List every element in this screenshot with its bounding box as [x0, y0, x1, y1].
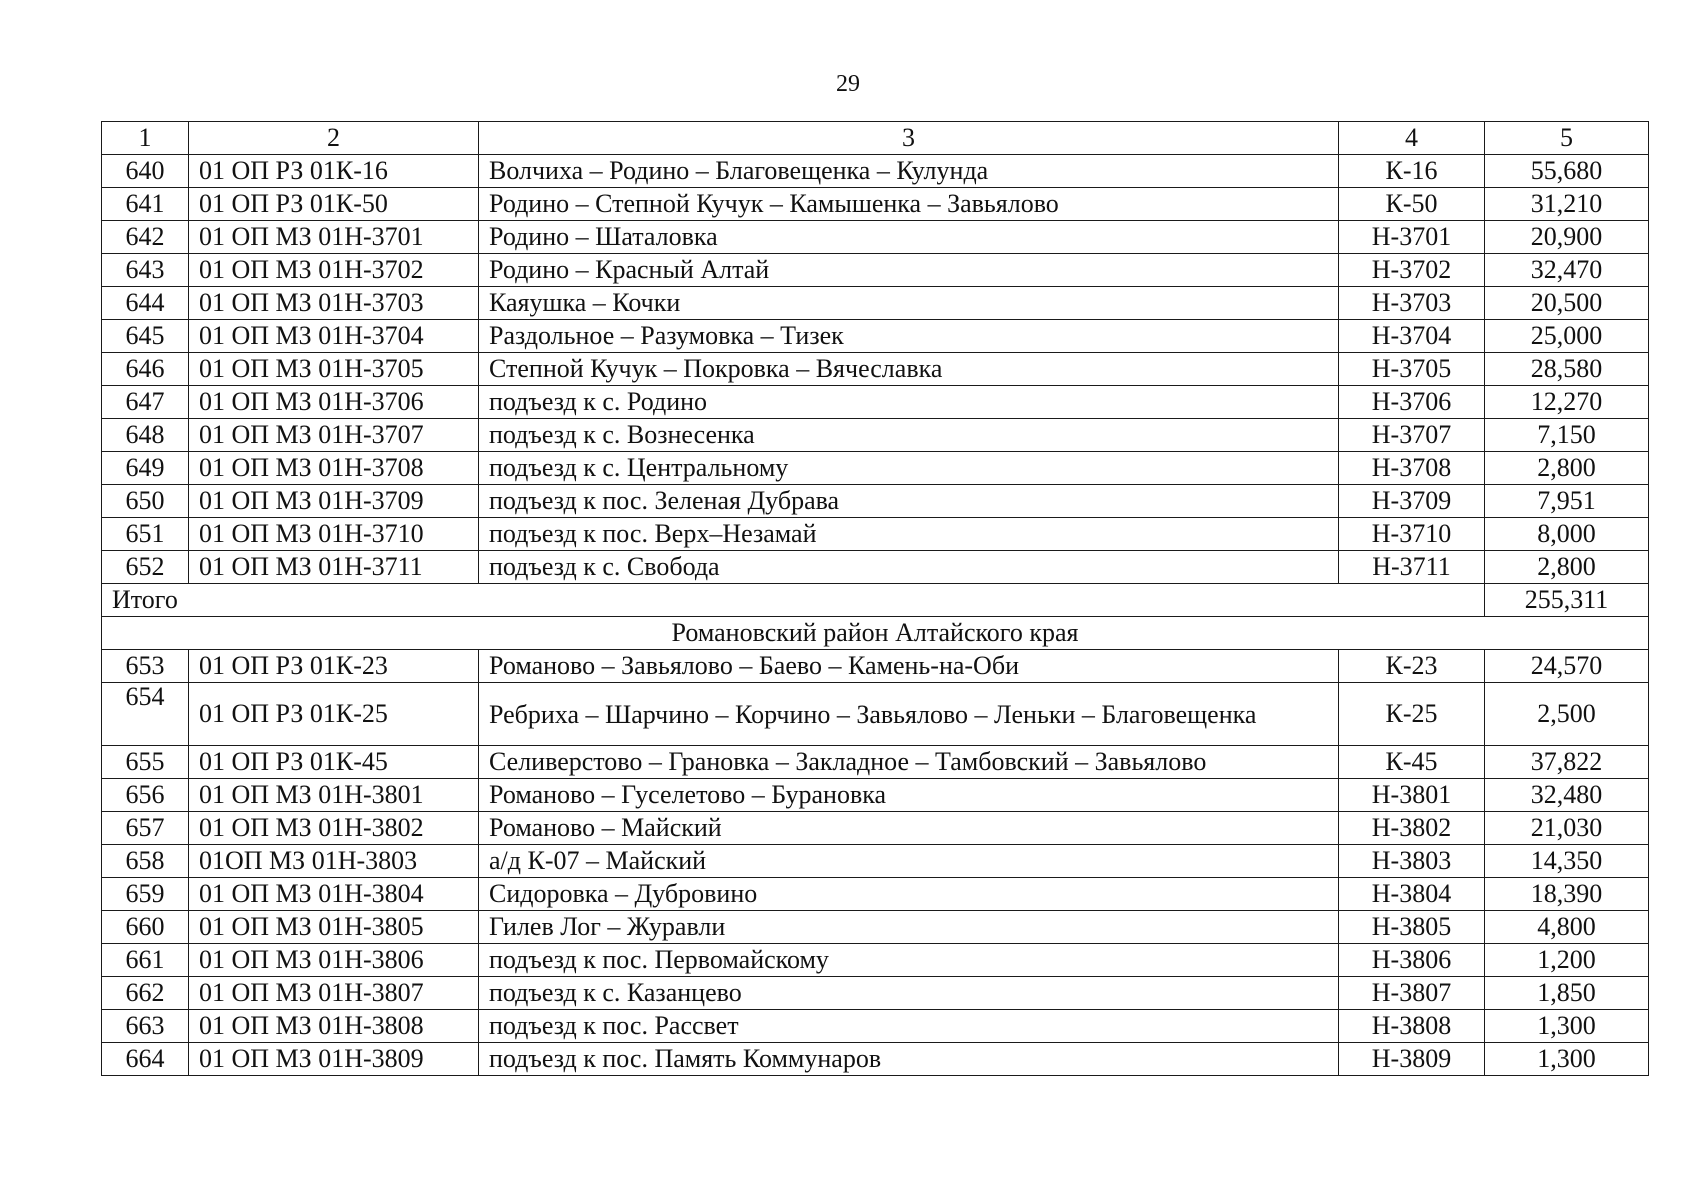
row-number: 649: [102, 452, 189, 485]
road-index: Н-3705: [1339, 353, 1485, 386]
table-row: [102, 779, 1649, 812]
road-code: 01 ОП МЗ 01Н-3802: [189, 812, 479, 845]
road-index: Н-3809: [1339, 1043, 1485, 1076]
row-number: 662: [102, 977, 189, 1010]
section-title: Романовский район Алтайского края: [102, 617, 1649, 650]
road-length: 1,850: [1485, 977, 1649, 1010]
road-code: 01ОП МЗ 01Н-3803: [189, 845, 479, 878]
road-name: подъезд к с. Казанцево: [479, 977, 1339, 1010]
road-code: 01 ОП МЗ 01Н-3709: [189, 485, 479, 518]
road-index: К-45: [1339, 746, 1485, 779]
road-name: Раздольное – Разумовка – Тизек: [479, 320, 1339, 353]
table-row: [102, 485, 1649, 518]
road-index: Н-3803: [1339, 845, 1485, 878]
road-index: Н-3805: [1339, 911, 1485, 944]
road-name: Родино – Шаталовка: [479, 221, 1339, 254]
road-name: подъезд к пос. Рассвет: [479, 1010, 1339, 1043]
road-length: 55,680: [1485, 155, 1649, 188]
road-index: Н-3702: [1339, 254, 1485, 287]
road-name: Родино – Красный Алтай: [479, 254, 1339, 287]
table-row: [102, 845, 1649, 878]
column-header: 3: [479, 122, 1339, 155]
row-number: 660: [102, 911, 189, 944]
road-index: Н-3804: [1339, 878, 1485, 911]
road-length: 1,300: [1485, 1043, 1649, 1076]
table-row: [102, 353, 1649, 386]
table-row: [102, 188, 1649, 221]
row-number: 651: [102, 518, 189, 551]
row-number: 653: [102, 650, 189, 683]
road-name: Степной Кучук – Покровка – Вячеславка: [479, 353, 1339, 386]
row-number: 640: [102, 155, 189, 188]
column-header: 1: [102, 122, 189, 155]
table-row: [102, 254, 1649, 287]
road-length: 8,000: [1485, 518, 1649, 551]
row-number: 656: [102, 779, 189, 812]
road-code: 01 ОП МЗ 01Н-3711: [189, 551, 479, 584]
road-name: подъезд к с. Вознесенка: [479, 419, 1339, 452]
road-code: 01 ОП МЗ 01Н-3705: [189, 353, 479, 386]
row-number: 664: [102, 1043, 189, 1076]
table-row: [102, 518, 1649, 551]
table-row: [102, 221, 1649, 254]
column-header: 4: [1339, 122, 1485, 155]
road-code: 01 ОП МЗ 01Н-3809: [189, 1043, 479, 1076]
road-name: Селиверстово – Грановка – Закладное – Тамбовский – Завьялово: [479, 746, 1339, 779]
row-number: 655: [102, 746, 189, 779]
road-code: 01 ОП МЗ 01Н-3701: [189, 221, 479, 254]
section-row: [102, 617, 1649, 650]
row-number: 646: [102, 353, 189, 386]
road-name: Ребриха – Шарчино – Корчино – Завьялово – Леньки – Благовещенка: [479, 683, 1339, 746]
table-row: [102, 287, 1649, 320]
table-row: [102, 650, 1649, 683]
row-number: 643: [102, 254, 189, 287]
row-number: 663: [102, 1010, 189, 1043]
road-code: 01 ОП РЗ 01К-45: [189, 746, 479, 779]
road-name: Романово – Завьялово – Баево – Камень-на-Оби: [479, 650, 1339, 683]
road-index: Н-3703: [1339, 287, 1485, 320]
road-code: 01 ОП МЗ 01Н-3801: [189, 779, 479, 812]
road-name: Романово – Гуселетово – Бурановка: [479, 779, 1339, 812]
road-code: 01 ОП МЗ 01Н-3707: [189, 419, 479, 452]
road-code: 01 ОП МЗ 01Н-3804: [189, 878, 479, 911]
row-number: 661: [102, 944, 189, 977]
road-code: 01 ОП РЗ 01К-23: [189, 650, 479, 683]
row-number: 650: [102, 485, 189, 518]
total-value: 255,311: [1485, 584, 1649, 617]
road-name: Романово – Майский: [479, 812, 1339, 845]
table-row: [102, 683, 1649, 746]
road-length: 1,200: [1485, 944, 1649, 977]
road-code: 01 ОП МЗ 01Н-3808: [189, 1010, 479, 1043]
row-number: 657: [102, 812, 189, 845]
table-row: [102, 1043, 1649, 1076]
total-label: Итого: [102, 584, 1485, 617]
table-row: [102, 746, 1649, 779]
road-index: К-50: [1339, 188, 1485, 221]
road-index: Н-3704: [1339, 320, 1485, 353]
road-code: 01 ОП МЗ 01Н-3702: [189, 254, 479, 287]
road-name: подъезд к пос. Зеленая Дубрава: [479, 485, 1339, 518]
road-index: Н-3710: [1339, 518, 1485, 551]
total-row: [102, 584, 1649, 617]
road-length: 7,951: [1485, 485, 1649, 518]
road-index: Н-3707: [1339, 419, 1485, 452]
road-length: 12,270: [1485, 386, 1649, 419]
table-row: [102, 419, 1649, 452]
road-name: подъезд к пос. Верх–Незамай: [479, 518, 1339, 551]
column-header: 2: [189, 122, 479, 155]
road-index: Н-3801: [1339, 779, 1485, 812]
table-row: [102, 878, 1649, 911]
road-code: 01 ОП МЗ 01Н-3703: [189, 287, 479, 320]
row-number: 648: [102, 419, 189, 452]
road-index: Н-3807: [1339, 977, 1485, 1010]
road-code: 01 ОП МЗ 01Н-3710: [189, 518, 479, 551]
road-length: 25,000: [1485, 320, 1649, 353]
road-index: Н-3701: [1339, 221, 1485, 254]
road-code: 01 ОП РЗ 01К-25: [189, 683, 479, 746]
table-row: [102, 155, 1649, 188]
road-length: 2,800: [1485, 551, 1649, 584]
roads-table: [101, 121, 1649, 1076]
row-number: 654: [102, 683, 189, 746]
road-name: подъезд к с. Центральному: [479, 452, 1339, 485]
header-row: [102, 122, 1649, 155]
road-length: 14,350: [1485, 845, 1649, 878]
road-index: К-23: [1339, 650, 1485, 683]
table-row: [102, 551, 1649, 584]
road-index: Н-3708: [1339, 452, 1485, 485]
table-row: [102, 812, 1649, 845]
road-index: Н-3709: [1339, 485, 1485, 518]
table-row: [102, 977, 1649, 1010]
column-header: 5: [1485, 122, 1649, 155]
road-name: Каяушка – Кочки: [479, 287, 1339, 320]
road-name: а/д К-07 – Майский: [479, 845, 1339, 878]
road-name: подъезд к пос. Первомайскому: [479, 944, 1339, 977]
road-code: 01 ОП МЗ 01Н-3807: [189, 977, 479, 1010]
row-number: 644: [102, 287, 189, 320]
road-name: подъезд к пос. Память Коммунаров: [479, 1043, 1339, 1076]
row-number: 658: [102, 845, 189, 878]
row-number: 652: [102, 551, 189, 584]
road-code: 01 ОП МЗ 01Н-3805: [189, 911, 479, 944]
table-row: [102, 320, 1649, 353]
road-length: 20,500: [1485, 287, 1649, 320]
table-row: [102, 1010, 1649, 1043]
row-number: 642: [102, 221, 189, 254]
road-name: Сидоровка – Дубровино: [479, 878, 1339, 911]
road-index: Н-3802: [1339, 812, 1485, 845]
table-row: [102, 386, 1649, 419]
road-name: подъезд к с. Родино: [479, 386, 1339, 419]
road-index: Н-3711: [1339, 551, 1485, 584]
road-index: К-16: [1339, 155, 1485, 188]
road-index: Н-3706: [1339, 386, 1485, 419]
road-length: 1,300: [1485, 1010, 1649, 1043]
road-code: 01 ОП МЗ 01Н-3704: [189, 320, 479, 353]
road-code: 01 ОП МЗ 01Н-3708: [189, 452, 479, 485]
road-index: Н-3806: [1339, 944, 1485, 977]
road-length: 32,470: [1485, 254, 1649, 287]
road-length: 37,822: [1485, 746, 1649, 779]
row-number: 645: [102, 320, 189, 353]
road-length: 21,030: [1485, 812, 1649, 845]
road-length: 31,210: [1485, 188, 1649, 221]
road-length: 32,480: [1485, 779, 1649, 812]
road-name: подъезд к с. Свобода: [479, 551, 1339, 584]
row-number: 659: [102, 878, 189, 911]
road-code: 01 ОП МЗ 01Н-3706: [189, 386, 479, 419]
road-code: 01 ОП РЗ 01К-50: [189, 188, 479, 221]
road-length: 24,570: [1485, 650, 1649, 683]
road-index: К-25: [1339, 683, 1485, 746]
table-row: [102, 452, 1649, 485]
road-code: 01 ОП РЗ 01К-16: [189, 155, 479, 188]
road-index: Н-3808: [1339, 1010, 1485, 1043]
road-length: 4,800: [1485, 911, 1649, 944]
table-row: [102, 911, 1649, 944]
road-name: Родино – Степной Кучук – Камышенка – Завьялово: [479, 188, 1339, 221]
row-number: 641: [102, 188, 189, 221]
road-length: 18,390: [1485, 878, 1649, 911]
road-length: 20,900: [1485, 221, 1649, 254]
road-length: 7,150: [1485, 419, 1649, 452]
road-length: 28,580: [1485, 353, 1649, 386]
page-number: 29: [836, 71, 860, 97]
road-name: Гилев Лог – Журавли: [479, 911, 1339, 944]
road-code: 01 ОП МЗ 01Н-3806: [189, 944, 479, 977]
road-length: 2,800: [1485, 452, 1649, 485]
table-row: [102, 944, 1649, 977]
row-number: 647: [102, 386, 189, 419]
road-name: Волчиха – Родино – Благовещенка – Кулунда: [479, 155, 1339, 188]
road-length: 2,500: [1485, 683, 1649, 746]
